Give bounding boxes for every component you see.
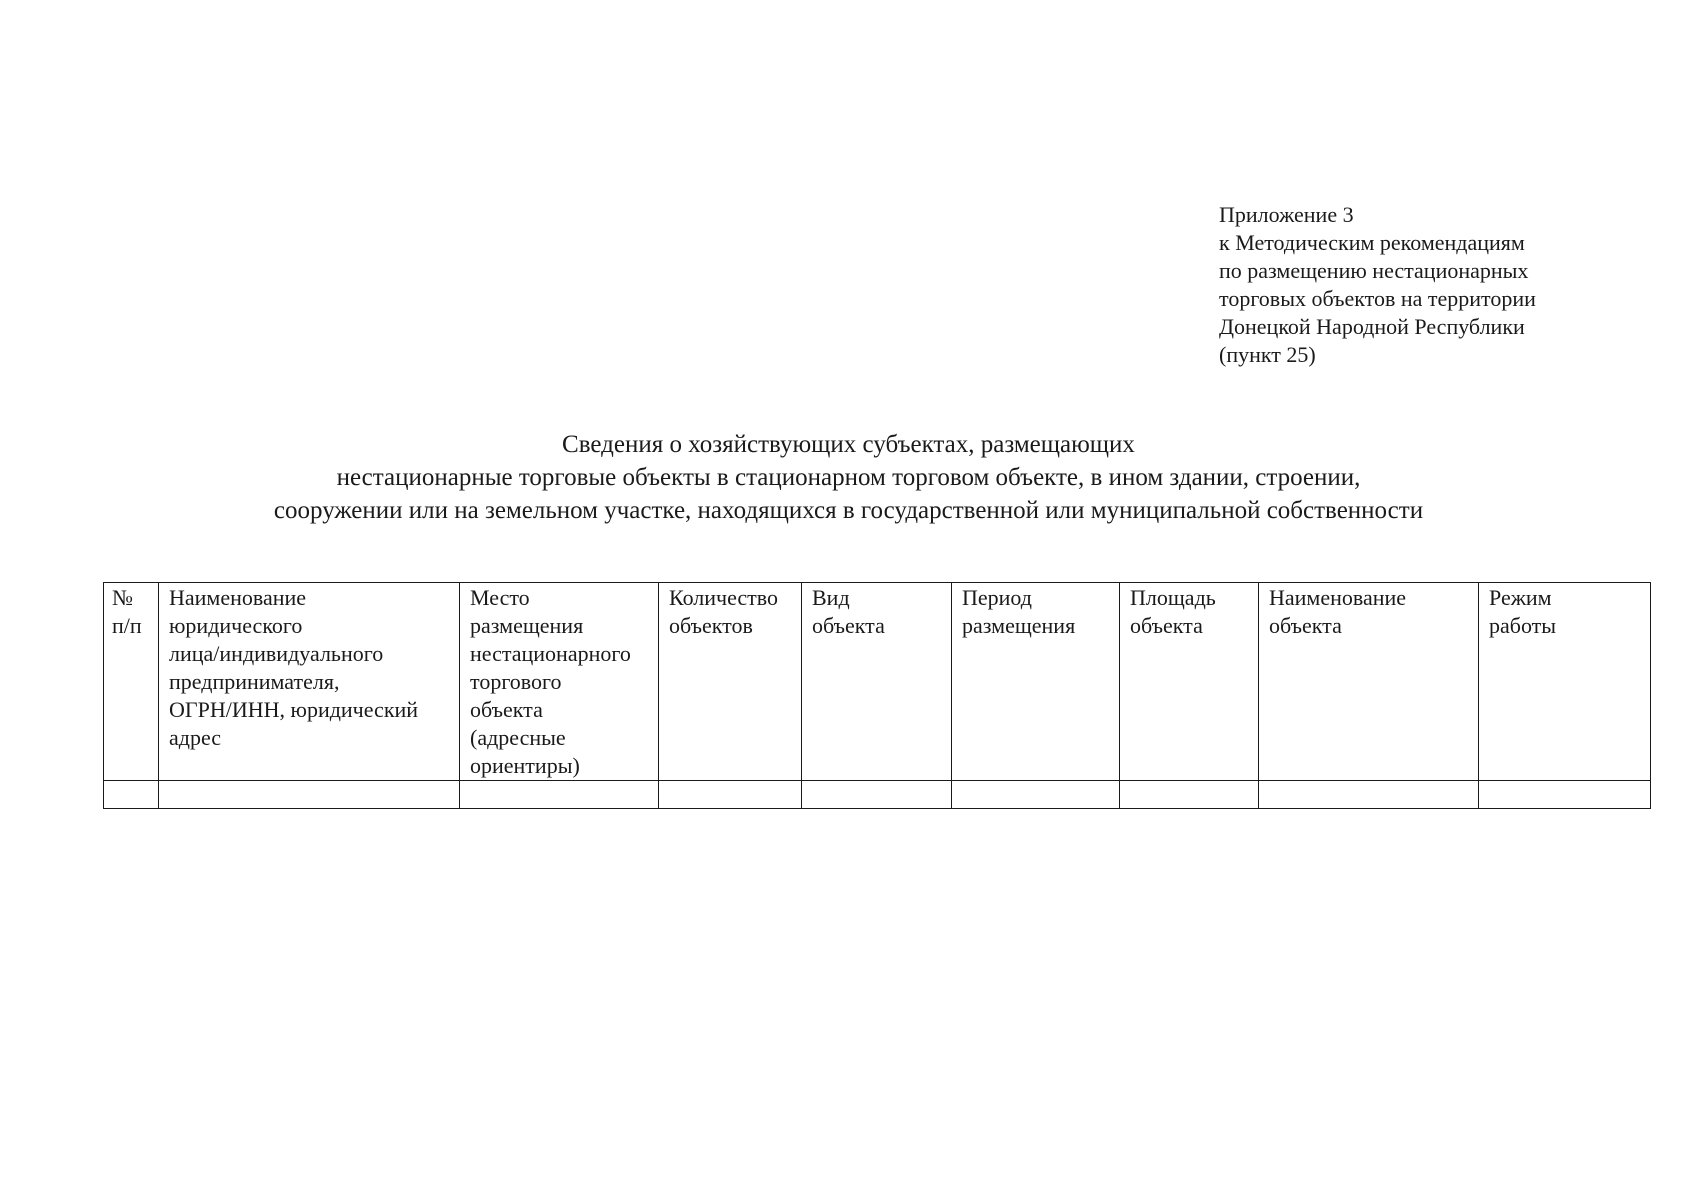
appendix-block	[1219, 201, 1536, 369]
table-cell	[1479, 781, 1651, 809]
header-cell-area: Площадь объекта	[1120, 583, 1259, 781]
appendix-line: Приложение 3	[1219, 202, 1354, 227]
table-cell	[104, 781, 159, 809]
table-cell	[952, 781, 1120, 809]
header-cell-entity-name: Наименование юридического лица/индивидуального предпринимателя, ОГРН/ИНН, юридический адрес	[159, 583, 460, 781]
table-cell	[1259, 781, 1479, 809]
table-row	[104, 781, 1651, 809]
entities-table	[103, 582, 1651, 809]
header-cell-object-name: Наименование объекта	[1259, 583, 1479, 781]
appendix-line: по размещению нестационарных	[1219, 258, 1529, 283]
header-cell-working-hours: Режим работы	[1479, 583, 1651, 781]
header-cell-location: Место размещения нестационарного торгового объекта (адресные ориентиры)	[460, 583, 659, 781]
header-cell-number: № п/п	[104, 583, 159, 781]
header-cell-object-type: Вид объекта	[802, 583, 952, 781]
table-cell	[1120, 781, 1259, 809]
title-line: Сведения о хозяйствующих субъектах, размещающих	[562, 431, 1135, 458]
appendix-line: (пункт 25)	[1219, 342, 1316, 367]
table-header-row	[104, 583, 1651, 781]
table-cell	[802, 781, 952, 809]
appendix-line: Донецкой Народной Республики	[1219, 314, 1525, 339]
table-cell	[460, 781, 659, 809]
table-cell	[659, 781, 802, 809]
header-cell-object-count: Количество объектов	[659, 583, 802, 781]
table-cell	[159, 781, 460, 809]
header-cell-period: Период размещения	[952, 583, 1120, 781]
document-title	[0, 428, 1697, 527]
appendix-line: торговых объектов на территории	[1219, 286, 1536, 311]
title-line: сооружении или на земельном участке, находящихся в государственной или муниципальной собственности	[273, 497, 1424, 524]
appendix-line: к Методическим рекомендациям	[1219, 230, 1525, 255]
title-line: нестационарные торговые объекты в стационарном торговом объекте, в ином здании, строении,	[336, 464, 1361, 491]
